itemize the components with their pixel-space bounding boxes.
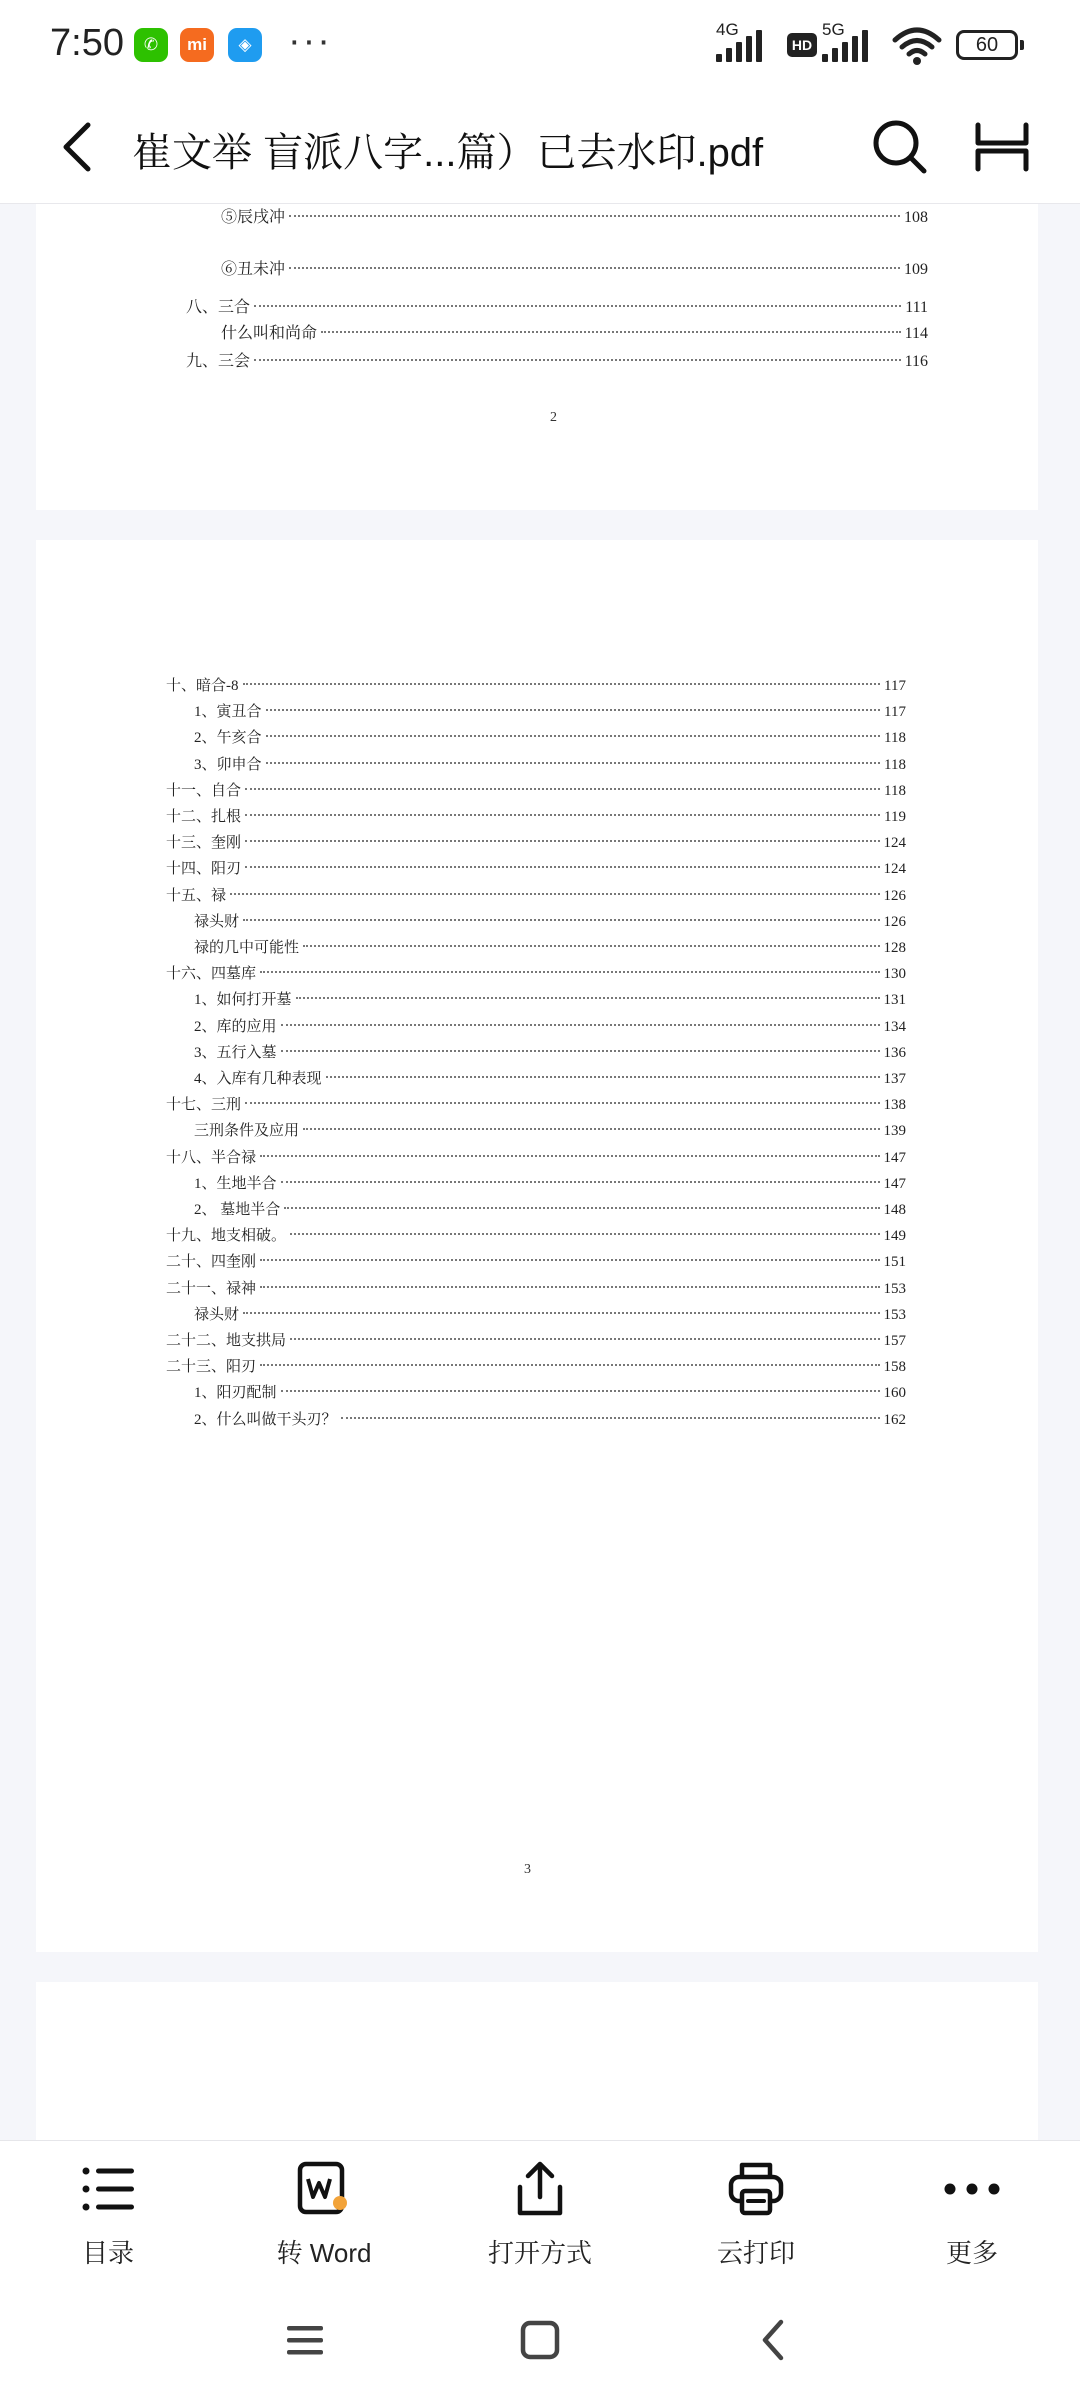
toc-entry-label: 2、库的应用 <box>194 1018 277 1035</box>
toc-entry-label: 十四、阳刃 <box>166 861 242 878</box>
open-with-label: 打开方式 <box>487 2238 592 2268</box>
toc-entry-label: 二十二、地支拱局 <box>166 1333 287 1349</box>
back-icon[interactable] <box>745 2310 805 2370</box>
toc-entry[interactable] <box>166 1224 906 1245</box>
toc-leader-dots <box>296 997 880 999</box>
toc-entry-page: 138 <box>883 1097 906 1114</box>
bottom-toolbar <box>0 2140 1080 2281</box>
toc-leader-dots <box>243 683 881 685</box>
toc-entry-page: 136 <box>883 1044 906 1061</box>
toc-entry[interactable] <box>166 857 906 878</box>
toc-entry-label: 十五、禄 <box>166 887 227 904</box>
toc-entry-label: 十九、地支相破。 <box>166 1228 287 1245</box>
word-convert-icon <box>294 2159 354 2219</box>
toc-entry-page: 162 <box>883 1411 906 1428</box>
toc-leader-dots <box>245 840 879 842</box>
xiaomi-icon: mi <box>180 28 214 62</box>
toc-entry-label: 十二、扎根 <box>166 809 242 825</box>
network-5g-label: 5G <box>822 20 845 39</box>
toc-leader-dots <box>243 919 879 921</box>
expand-icon[interactable] <box>970 115 1034 179</box>
toc-entry-page: 149 <box>883 1228 906 1245</box>
toc-entry-label: 禄头财 <box>194 913 240 930</box>
toc-leader-dots <box>260 1364 879 1366</box>
cloud-print-button[interactable] <box>656 2159 856 2269</box>
chevron-left-icon[interactable] <box>50 117 110 177</box>
toc-entry[interactable] <box>194 753 906 774</box>
toc-entry[interactable] <box>194 726 906 747</box>
toc-leader-dots <box>281 1181 880 1183</box>
toc-leader-dots <box>260 1286 879 1288</box>
toc-leader-dots <box>281 1024 880 1026</box>
menu-icon[interactable] <box>275 2310 335 2370</box>
toc-entry[interactable] <box>166 1093 906 1114</box>
toc-leader-dots <box>245 1102 879 1104</box>
toc-entry-label: 什么叫和尚命 <box>221 325 318 342</box>
status-bar <box>0 0 1080 95</box>
toc-entry-page: 119 <box>884 809 906 825</box>
toc-entry-label: 十、暗合-8 <box>166 678 239 694</box>
toc-entry[interactable] <box>166 1250 906 1271</box>
toc-leader-dots <box>341 1417 880 1419</box>
printer-icon <box>726 2159 786 2219</box>
toc-entry-page: 116 <box>904 353 928 370</box>
toc-entry-page: 126 <box>883 913 906 930</box>
toc-entry-label: 十八、半合禄 <box>166 1149 257 1166</box>
toc-leader-dots <box>266 709 881 711</box>
toc-entry-label: 1、寅丑合 <box>194 704 262 721</box>
toc-leader-dots <box>290 1338 879 1340</box>
page-number: 2 <box>550 410 557 425</box>
toc-entry[interactable] <box>194 1015 906 1036</box>
cloud-print-label: 云打印 <box>716 2238 795 2268</box>
toc-entry-page: 151 <box>883 1254 906 1271</box>
toc-label: 目录 <box>81 2238 134 2268</box>
toc-entry-page: 139 <box>883 1123 906 1140</box>
toc-entry[interactable] <box>166 805 906 826</box>
toc-leader-dots <box>254 359 901 361</box>
list-icon <box>78 2159 138 2219</box>
toc-leader-dots <box>326 1076 880 1078</box>
toc-entry[interactable] <box>194 1303 906 1324</box>
toc-entry-label: 二十三、阳刃 <box>166 1359 257 1376</box>
toc-leader-dots <box>260 971 879 973</box>
toc-entry[interactable] <box>166 831 906 852</box>
toc-entry[interactable] <box>186 294 928 317</box>
pdf-page-3[interactable] <box>36 540 1038 1952</box>
toc-leader-dots <box>230 893 879 895</box>
toc-entry-label: 十三、奎刚 <box>166 835 242 852</box>
toc-leader-dots <box>281 1390 880 1392</box>
share-icon <box>510 2159 570 2219</box>
toc-entry-page: 114 <box>904 325 928 342</box>
toc-entry[interactable] <box>166 674 906 695</box>
toc-entry-page: 118 <box>884 730 906 747</box>
system-nav-bar <box>0 2280 1080 2400</box>
toc-entry-page: 153 <box>883 1306 906 1323</box>
home-icon[interactable] <box>510 2310 570 2370</box>
toc-leader-dots <box>303 945 879 947</box>
open-with-button[interactable] <box>440 2159 640 2269</box>
toc-entry-page: 147 <box>883 1149 906 1166</box>
toc-entry-page: 157 <box>883 1333 906 1349</box>
toc-entry[interactable] <box>221 320 928 343</box>
toc-leader-dots <box>245 866 879 868</box>
document-title: 崔文举 盲派八字...篇）已去水印.pdf <box>132 131 764 175</box>
toc-leader-dots <box>289 215 900 217</box>
toc-entry[interactable] <box>194 1041 906 1062</box>
toc-leader-dots <box>254 305 901 307</box>
more-notifications-icon: ··· <box>288 20 332 62</box>
toc-entry-page: 158 <box>883 1359 906 1376</box>
toc-entry[interactable] <box>166 1277 906 1298</box>
toc-entry[interactable] <box>166 779 906 800</box>
toc-entry-label: 3、五行入墓 <box>194 1044 277 1061</box>
toc-entry-page: 111 <box>905 299 928 316</box>
title-bar <box>0 95 1080 204</box>
convert-word-label: 转 Word <box>276 2238 372 2268</box>
signal-4g-icon <box>716 20 762 62</box>
toc-leader-dots <box>281 1050 880 1052</box>
toc-leader-dots <box>290 1233 879 1235</box>
toc-leader-dots <box>321 331 901 333</box>
toc-leader-dots <box>266 762 881 764</box>
convert-word-button[interactable] <box>224 2159 424 2269</box>
toc-entry[interactable] <box>194 1067 906 1088</box>
toc-entry-label: 2、什么叫做干头刃？ <box>194 1411 337 1428</box>
toc-entry-page: 148 <box>883 1202 906 1218</box>
toc-entry-label: 1、阳刃配制 <box>194 1385 277 1402</box>
wechat-icon: ✆ <box>134 28 168 62</box>
toc-entry-label: 禄头财 <box>194 1306 240 1323</box>
network-4g-label: 4G <box>716 20 739 39</box>
toc-entry[interactable] <box>166 884 906 905</box>
toc-entry-label: ⑤辰戌冲 <box>221 209 286 226</box>
toc-entry-label: 禄的几中可能性 <box>194 940 300 956</box>
more-icon <box>942 2159 1002 2219</box>
more-label: 更多 <box>945 2238 998 2268</box>
toc-entry-page: 108 <box>904 209 928 226</box>
toc-entry[interactable] <box>194 936 906 957</box>
battery-indicator: 60 <box>956 30 1018 60</box>
signal-5g-icon <box>822 20 868 62</box>
toc-entry-label: 二十一、禄神 <box>166 1280 257 1297</box>
toc-entry[interactable] <box>166 1329 906 1350</box>
toc-leader-dots <box>289 267 900 269</box>
toc-entry-label: 3、卯申合 <box>194 756 262 773</box>
toc-entry[interactable] <box>221 256 928 279</box>
toc-entry-label: 2、午亥合 <box>194 730 262 747</box>
toc-leader-dots <box>260 1155 879 1157</box>
toc-entry-label: 十七、三刑 <box>166 1097 242 1114</box>
toc-entry-page: 124 <box>883 835 906 852</box>
toc-entry-label: 二十、四奎刚 <box>166 1254 257 1271</box>
toc-entry-page: 117 <box>884 678 906 694</box>
toc-entry[interactable] <box>221 204 928 227</box>
toc-entry-page: 130 <box>883 966 906 983</box>
hd-badge: HD <box>787 33 817 57</box>
toc-entry-label: 2、 墓地半合 <box>194 1202 281 1218</box>
toc-entry-page: 137 <box>883 1071 906 1087</box>
toc-entry-page: 109 <box>904 261 928 278</box>
toc-leader-dots <box>303 1128 879 1130</box>
toc-entry-label: 十一、自合 <box>166 782 242 799</box>
pdf-page-2[interactable] <box>36 204 1038 510</box>
toc-entry-label: 1、如何打开墓 <box>194 992 292 1009</box>
toc-button[interactable] <box>8 2159 208 2269</box>
toc-entry-page: 118 <box>884 756 906 773</box>
toc-entry[interactable] <box>194 1408 906 1429</box>
toc-entry-page: 153 <box>883 1280 906 1297</box>
toc-leader-dots <box>245 814 880 816</box>
toc-leader-dots <box>245 788 880 790</box>
toc-entry-label: 4、入库有几种表现 <box>194 1071 322 1087</box>
toc-entry[interactable] <box>194 700 906 721</box>
toc-entry[interactable] <box>194 1381 906 1402</box>
toc-entry-page: 147 <box>883 1175 906 1192</box>
toc-entry-page: 126 <box>883 887 906 904</box>
toc-entry-page: 134 <box>883 1018 906 1035</box>
toc-entry[interactable] <box>194 910 906 931</box>
toc-entry-label: 八、三合 <box>186 299 251 316</box>
search-icon[interactable] <box>868 115 932 179</box>
wifi-icon <box>892 26 942 66</box>
page-number: 3 <box>524 1862 531 1877</box>
app-icon: ◈ <box>228 28 262 62</box>
toc-entry-page: 128 <box>883 940 906 956</box>
toc-entry[interactable] <box>166 1355 906 1376</box>
pdf-page-4[interactable] <box>36 1982 1038 2140</box>
toc-entry-label: 九、三会 <box>186 353 251 370</box>
toc-entry-label: ⑥丑未冲 <box>221 261 286 278</box>
status-time: 7:50 <box>50 22 124 64</box>
toc-entry[interactable] <box>194 988 906 1009</box>
toc-entry[interactable] <box>166 962 906 983</box>
toc-entry-page: 118 <box>884 782 906 799</box>
toc-entry[interactable] <box>186 348 928 371</box>
toc-entry-page: 124 <box>883 861 906 878</box>
toc-leader-dots <box>284 1207 879 1209</box>
toc-entry[interactable] <box>166 1146 906 1167</box>
toc-entry-label: 1、生地半合 <box>194 1175 277 1192</box>
toc-entry-page: 131 <box>883 992 906 1009</box>
toc-entry-page: 117 <box>884 704 906 721</box>
toc-entry[interactable] <box>194 1198 906 1219</box>
toc-entry-label: 三刑条件及应用 <box>194 1123 300 1140</box>
toc-entry-label: 十六、四墓库 <box>166 966 257 983</box>
toc-leader-dots <box>266 735 881 737</box>
toc-entry-page: 160 <box>883 1385 906 1402</box>
more-button[interactable] <box>872 2159 1072 2269</box>
toc-leader-dots <box>260 1259 879 1261</box>
toc-entry[interactable] <box>194 1119 906 1140</box>
toc-leader-dots <box>243 1312 879 1314</box>
toc-entry[interactable] <box>194 1172 906 1193</box>
